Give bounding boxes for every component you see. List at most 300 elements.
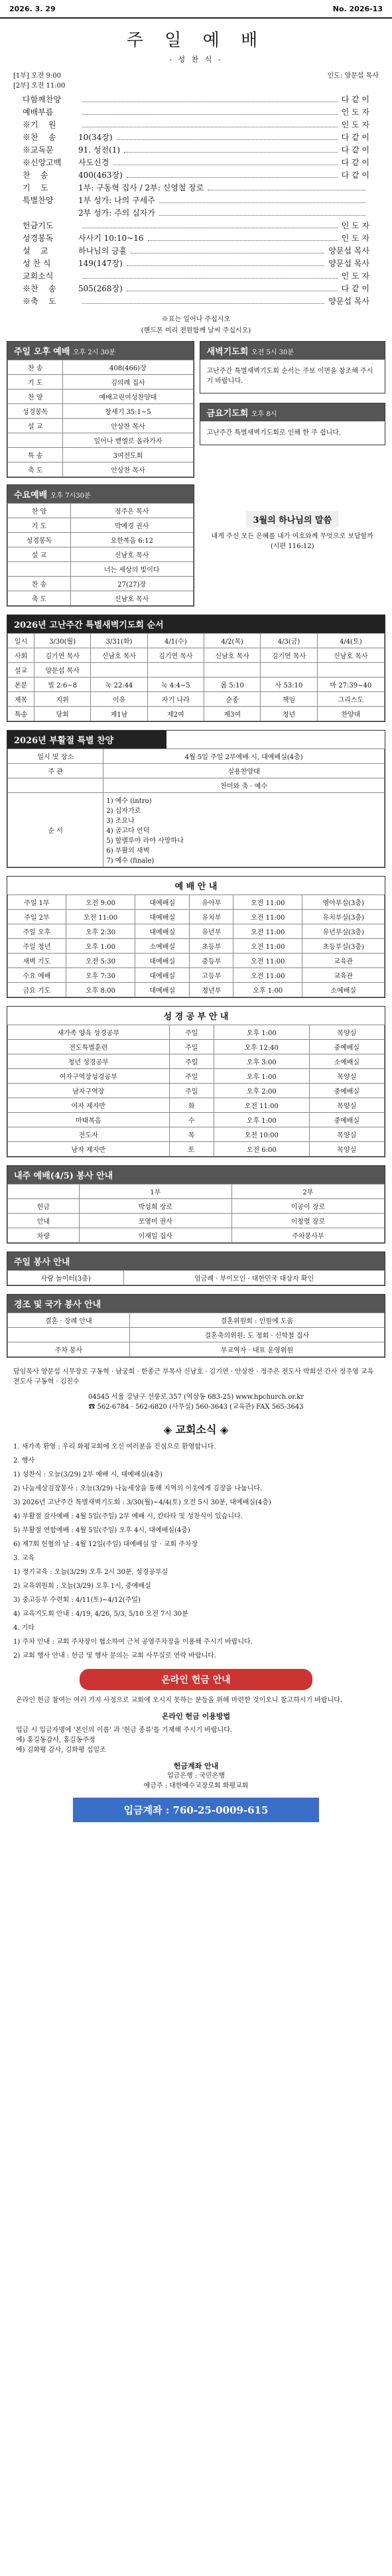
study-cell: 남자 제자반 — [8, 1142, 170, 1157]
schedule-cell: 오전 11:00 — [233, 939, 302, 954]
afternoon-cell: 김의례 집사 — [63, 375, 193, 390]
wednesday-row — [8, 547, 194, 562]
holyweek-cell: 빌 2:6~8 — [34, 678, 90, 692]
order-content: 1부: 구동혁 집사 / 2부: 신영철 장로 — [78, 183, 204, 192]
wednesday-cell: 27(27)장 — [70, 577, 193, 591]
schedule-cell: 소예배실 — [302, 983, 385, 997]
study-cell: 오전 6:00 — [214, 1142, 309, 1157]
schedule-table — [7, 894, 385, 997]
study-cell: 오후 2:00 — [214, 1084, 309, 1098]
church-phone: ☎ 562-6784 · 562-6820 (사무실) 560-3643 (교육관) FAX 565-3643 — [88, 1403, 304, 1411]
order-label: ※찬 송 — [23, 284, 56, 293]
study-cell: 목양실 — [309, 1098, 384, 1113]
easter-row — [8, 749, 385, 764]
afternoon-row — [8, 375, 194, 390]
wednesday-cell: 신남호 목사 — [70, 547, 193, 562]
schedule-cell: 소예배실 — [135, 939, 190, 954]
study-cell: 중예배실 — [309, 1040, 384, 1054]
order-content: 1부 성가: 나의 구세주 — [78, 196, 155, 205]
order-row — [23, 232, 369, 245]
order-dots — [82, 222, 338, 228]
schedule-cell: 대예배실 — [135, 983, 190, 997]
order-label: 성 찬 식 — [23, 259, 51, 268]
order-right: 인 도 자 — [341, 107, 369, 117]
gyeonggi-header: 경조 및 국가 봉사 안내 — [7, 1295, 385, 1313]
order-row — [23, 207, 369, 220]
wednesday-header: 수요예배 오후 7시30분 — [7, 485, 194, 503]
schedule-cell: 고등부 — [190, 968, 233, 983]
order-dots — [127, 260, 324, 266]
news-item: 1) 성찬식 : 오늘(3/29) 2부 예배 시, 대예배실(4층) — [13, 1471, 163, 1478]
account-label: 헌금계좌 안내 — [173, 1762, 219, 1770]
order-label: ※신앙고백 — [23, 158, 62, 167]
serve-row — [8, 1228, 385, 1243]
gyeonggi-row — [8, 1342, 385, 1357]
study-cell: 목 — [169, 1127, 214, 1142]
gyeonggi-cell — [8, 1328, 130, 1342]
verse-text: 내게 주신 모든 은혜를 내가 여호와께 무엇으로 보답할까 (시편 116:12) — [211, 533, 373, 550]
offering-step: 예) 홍길동감사, 홍길동주정 — [16, 1737, 96, 1744]
order-content: 사사기 10:10~16 — [78, 234, 144, 243]
account-number: 입금계좌 : 760-25-0009-615 — [73, 1798, 319, 1822]
order-label: 교회소식 — [23, 271, 54, 281]
schedule-cell: 대예배실 — [135, 968, 190, 983]
order-dots — [82, 121, 338, 127]
order-of-worship — [23, 94, 369, 308]
afternoon-cell: 창세기 35:1~5 — [63, 404, 193, 419]
easter-header: 2026년 부활절 특별 찬양 — [7, 731, 166, 749]
serve-cell: 이재일 집사 — [79, 1228, 231, 1243]
serve-cell: 이공이 장로 — [231, 1199, 384, 1214]
order-dots — [127, 285, 338, 291]
order-row — [23, 245, 369, 257]
schedule-header: 예 배 안 내 — [174, 882, 218, 892]
schedule-cell: 오전 11:00 — [233, 924, 302, 939]
afternoon-cell: 안상찬 목사 — [63, 419, 193, 433]
study-row — [8, 1142, 385, 1157]
wednesday-cell: 정주은 목사 — [70, 504, 193, 518]
schedule-cell: 금요 기도 — [8, 983, 66, 997]
study-row — [8, 1054, 385, 1069]
serve-row — [8, 1184, 385, 1199]
study-cell: 주일 — [169, 1054, 214, 1069]
schedule-cell: 주일 오후 — [8, 924, 66, 939]
order-row — [23, 220, 369, 232]
holyweek-row — [8, 692, 385, 707]
afternoon-cell: 기 도 — [8, 375, 63, 390]
church-address: 04545 서울 강남구 선릉로 357 (역삼동 683-25) www.hpchurch.or.kr — [88, 1394, 304, 1401]
schedule-cell: 유아부 — [190, 895, 233, 910]
study-row — [8, 1069, 385, 1084]
wednesday-cell: 박예경 권사 — [70, 518, 193, 533]
study-row — [8, 1040, 385, 1054]
order-right: 다 같 이 — [341, 133, 369, 142]
study-cell: 새가족 양육 성경공부 — [8, 1025, 170, 1040]
easter-program — [103, 793, 385, 867]
order-content: 91. 성전(1) — [78, 145, 121, 155]
study-cell: 청년 성경공부 — [8, 1054, 170, 1069]
holyweek-cell: 롬 5:10 — [204, 678, 261, 692]
order-label: ※찬 송 — [23, 133, 56, 142]
holyweek-cell: 김기연 목사 — [261, 648, 317, 663]
study-cell: 여자구역장성경공부 — [8, 1069, 170, 1084]
offering-step: 예) 김화평 감사, 김화평 십일조 — [16, 1747, 106, 1754]
serve-row — [8, 1199, 385, 1214]
study-box — [7, 1006, 385, 1157]
schedule-row — [8, 924, 385, 939]
serve-cell: 모영미 권사 — [79, 1214, 231, 1228]
holyweek-cell: 지위 — [34, 692, 90, 707]
study-cell: 오후 1:00 — [214, 1025, 309, 1040]
order-dots — [159, 210, 365, 216]
holyweek-cell: 제3여 — [204, 707, 261, 721]
order-content: 149(147장) — [78, 259, 123, 268]
news-item: 3) 중고등부 수련회 : 4/11(토)~4/12(주일) — [13, 1597, 141, 1604]
study-cell: 소예배실 — [309, 1054, 384, 1069]
service-second: [2부] 오전 11:00 — [13, 82, 66, 90]
page-subtitle: - 성 찬 식 - — [169, 55, 223, 64]
order-row — [23, 131, 369, 144]
news-item: 4) 부활절 감사예배 : 4월 5일(주일) 2부 예배 시, 칸타타 및 성찬식이 있습니다. — [13, 1513, 243, 1520]
news-item: 2) 교육위원회 : 오늘(3/29) 오후 1시, 중예배실 — [13, 1583, 151, 1590]
holyweek-cell: 설교 — [8, 663, 34, 678]
service-first: [1부] 오전 9:00 — [13, 72, 61, 80]
gyeonggi-cell: 결혼 · 장례 안내 — [8, 1313, 130, 1328]
schedule-cell: 주일 2부 — [8, 910, 66, 924]
serve-table — [7, 1184, 385, 1243]
holyweek-cell: 책임 — [261, 692, 317, 707]
holyweek-cell: 4/3(금) — [261, 634, 317, 648]
afternoon-cell: 3여전도회 — [63, 448, 193, 463]
verse-title: 3월의 하나님의 말씀 — [246, 511, 338, 528]
wednesday-row — [8, 533, 194, 547]
serve-cell: 안내 — [8, 1214, 80, 1228]
easter-program-item: 4) 골고다 언덕 — [106, 827, 150, 835]
holyweek-cell: 자기 나라 — [147, 692, 204, 707]
gyeonggi-row — [8, 1313, 385, 1328]
schedule-row — [8, 939, 385, 954]
holyweek-cell: 제1남 — [91, 707, 147, 721]
study-cell: 전도자 — [8, 1127, 170, 1142]
holyweek-cell: 사회 — [8, 648, 34, 663]
order-label: 헌금기도 — [23, 221, 54, 230]
easter-cell: 4월 5일 주일 2부예배 시, 대예배실(4층) — [103, 749, 385, 764]
easter-program-item: 5) 할렐루야 라야 사망하나 — [106, 837, 184, 845]
order-dots — [124, 147, 338, 153]
order-row — [23, 119, 369, 131]
holyweek-cell: 청년 — [261, 707, 317, 721]
staff-list: 담임목사 양문섭 시무장로 구동혁 · 남궁희 · 한종근 부목사 신남호 · 김기연 · 안상찬 · 정주은 전도사 박희선 간사 정주영 교육전도사 구동혁 · 김진수 — [13, 1368, 374, 1386]
study-cell: 주일 — [169, 1025, 214, 1040]
holyweek-row — [8, 648, 385, 663]
easter-program-item: 2) 십자가로 — [106, 808, 141, 815]
order-dots — [208, 184, 365, 190]
gyeonggi-cell: 결혼위원회 : 인원에 도움 — [129, 1313, 384, 1328]
schedule-cell: 주일 1부 — [8, 895, 66, 910]
gyeonggi-cell: 부교역자 · 대표 운영위원 — [129, 1342, 384, 1357]
order-right: 인 도 자 — [341, 120, 369, 129]
study-cell: 목양실 — [309, 1142, 384, 1157]
order-label: 예배부름 — [23, 107, 54, 117]
holyweek-cell: 신남호 목사 — [91, 648, 147, 663]
holy-week-table — [7, 633, 385, 721]
news-item: 6) 제7회 헌혈의 날 : 4월 12일(주일) 대예배실 앞 · 교회 주차장 — [13, 1541, 198, 1548]
order-right: 양문섭 목사 — [328, 246, 369, 255]
page-title: 주 일 예 배 — [126, 31, 266, 50]
holyweek-cell — [91, 663, 147, 678]
study-cell: 전도특별훈련 — [8, 1040, 170, 1054]
order-dots — [82, 96, 338, 102]
wednesday-cell: 성경봉독 — [8, 533, 71, 547]
order-content: 505(268장) — [78, 284, 123, 293]
schedule-cell: 오후 7:30 — [66, 968, 135, 983]
wednesday-cell: 요한복음 6:12 — [70, 533, 193, 547]
easter-cell: 찬미와 축 · 예수 — [103, 778, 385, 793]
study-table — [7, 1025, 385, 1157]
holyweek-row — [8, 634, 385, 648]
news-item: 2. 행사 — [13, 1457, 35, 1465]
holyweek-cell: 눅 22:44 — [91, 678, 147, 692]
order-dots — [113, 159, 337, 165]
easter-cell: 일시 및 장소 — [8, 749, 103, 764]
holyweek-cell — [147, 663, 204, 678]
order-row — [23, 295, 369, 308]
order-row — [23, 157, 369, 169]
sunday-school-box — [7, 1252, 385, 1286]
holyweek-cell: 당회 — [34, 707, 90, 721]
holyweek-cell: 일시 — [8, 634, 34, 648]
news-header: ◈ 교회소식 ◈ — [163, 1423, 229, 1436]
news-item: 4. 기타 — [13, 1624, 35, 1632]
study-cell: 오후 12:40 — [214, 1040, 309, 1054]
sschool-row — [8, 1271, 385, 1285]
order-dots — [159, 197, 365, 203]
sunday-school-table — [7, 1270, 385, 1285]
online-offering-desc: 온라인 헌금 참여는 여러 가지 사정으로 교회에 오시지 못하는 분들을 위해 마련한 것이오니 참고하시기 바랍니다. — [16, 1697, 343, 1704]
study-row — [8, 1025, 385, 1040]
news-item: 1) 주차 안내 : 교회 주차장이 협소하여 근처 공영주차장을 이용해 주시기 바랍니다. — [13, 1638, 253, 1646]
order-content: 사도신경 — [78, 158, 109, 167]
schedule-cell: 초등부 — [190, 939, 233, 954]
wednesday-cell: 찬 양 — [8, 504, 71, 518]
holyweek-cell: 특송 — [8, 707, 34, 721]
friday-text: 고난주간 특별새벽기도회로 인해 한 주 쉽니다. — [206, 429, 342, 437]
study-cell: 주일 — [169, 1084, 214, 1098]
holyweek-cell: 본문 — [8, 678, 34, 692]
order-dots — [82, 273, 338, 279]
schedule-cell: 유년부실(3층) — [302, 924, 385, 939]
serve-cell: 주차봉사부 — [231, 1228, 384, 1243]
serve-cell: 헌금 — [8, 1199, 80, 1214]
wednesday-row — [8, 562, 194, 577]
holyweek-cell: 제목 — [8, 692, 34, 707]
schedule-cell: 오후 2:30 — [66, 924, 135, 939]
wednesday-cell: 신남호 목사 — [70, 591, 193, 606]
easter-row — [8, 764, 385, 778]
study-cell: 오후 3:00 — [214, 1054, 309, 1069]
schedule-cell: 대예배실 — [135, 895, 190, 910]
schedule-row — [8, 895, 385, 910]
gyeonggi-table — [7, 1313, 385, 1357]
afternoon-row — [8, 448, 194, 463]
easter-cell: 주 관 — [8, 764, 103, 778]
order-dots — [127, 172, 338, 178]
sschool-cell: 사랑 놀이터(3층) — [8, 1271, 124, 1285]
holyweek-cell: 양문섭 목사 — [34, 663, 90, 678]
order-row — [23, 257, 369, 270]
order-content: 2부 성가: 주의 십자가 — [78, 208, 155, 218]
easter-cell — [8, 778, 103, 793]
bulletin-date: 2026. 3. 29 — [9, 4, 56, 13]
schedule-cell: 오전 11:00 — [233, 954, 302, 968]
sunday-afternoon-header: 주일 오후 예배 오후 2시 30분 — [7, 342, 194, 360]
holyweek-cell: 마 27:39~40 — [317, 678, 384, 692]
offering-step: 입금 시 입금자명에 '본인의 이름' 과 '헌금 종류'를 기재해 주시기 바랍니다. — [16, 1727, 233, 1734]
order-label: 특별찬양 — [23, 196, 54, 205]
easter-row — [8, 793, 385, 867]
order-row — [23, 169, 369, 182]
holyweek-cell: 4/1(수) — [147, 634, 204, 648]
sschool-cell: 엄금례 · 부이모인 · 대한민국 대상자 확인 — [124, 1271, 385, 1285]
holyweek-cell: 이유 — [91, 692, 147, 707]
sunday-afternoon-box — [7, 341, 194, 478]
afternoon-cell: 특 송 — [8, 448, 63, 463]
holyweek-cell: 사 53:10 — [261, 678, 317, 692]
afternoon-row — [8, 419, 194, 433]
holyweek-row — [8, 663, 385, 678]
wednesday-box — [7, 484, 194, 607]
study-cell: 오후 1:00 — [214, 1113, 309, 1127]
study-cell: 오전 10:00 — [214, 1127, 309, 1142]
order-row — [23, 182, 369, 194]
wednesday-cell: 너는 세상의 빛이다 — [70, 562, 193, 577]
schedule-cell: 오전 5:30 — [66, 954, 135, 968]
order-label: 다함께찬양 — [23, 95, 61, 104]
wednesday-row — [8, 591, 194, 606]
holyweek-cell: 신남호 목사 — [317, 648, 384, 663]
wednesday-row — [8, 518, 194, 533]
holyweek-cell: 그리스도 — [317, 692, 384, 707]
order-right: 다 같 이 — [341, 171, 369, 180]
wednesday-table — [7, 503, 194, 606]
afternoon-and-dawn — [7, 341, 385, 478]
order-row — [23, 106, 369, 119]
schedule-cell: 대예배실 — [135, 924, 190, 939]
news-list — [13, 1442, 379, 1661]
order-row — [23, 144, 369, 157]
order-label: 찬 송 — [23, 171, 48, 180]
easter-program-item: 1) 예수 (intro) — [106, 798, 152, 805]
afternoon-row — [8, 433, 194, 448]
afternoon-row — [8, 463, 194, 477]
order-label: 설 교 — [23, 246, 48, 255]
order-label: ※축 도 — [23, 297, 56, 306]
schedule-cell: 새벽 기도 — [8, 954, 66, 968]
serve-cell: 2부 — [231, 1184, 384, 1199]
order-dots — [82, 109, 338, 115]
news-item: 3. 교육 — [13, 1555, 35, 1562]
wednesday-row — [8, 577, 194, 591]
schedule-cell: 오전 9:00 — [66, 895, 135, 910]
schedule-cell: 유치부실(3층) — [302, 910, 385, 924]
schedule-cell: 주일 청년 — [8, 939, 66, 954]
serve-cell: 이창렬 장로 — [231, 1214, 384, 1228]
wednesday-cell: 기 도 — [8, 518, 71, 533]
account-holder: 예금주 : 대한예수교장로회 화평교회 — [143, 1782, 249, 1790]
schedule-cell: 오전 11:00 — [66, 910, 135, 924]
serve-row — [8, 1214, 385, 1228]
friday-header: 금요기도회 오후 8시 — [200, 403, 385, 421]
schedule-cell: 오전 11:00 — [233, 968, 302, 983]
gyeonggi-cell: 주차 봉사 — [8, 1342, 130, 1357]
study-cell: 오후 1:00 — [214, 1069, 309, 1084]
easter-row — [8, 778, 385, 793]
study-cell: 중예배실 — [309, 1084, 384, 1098]
order-right: 다 같 이 — [341, 95, 369, 104]
study-row — [8, 1098, 385, 1113]
order-right: 양문섭 목사 — [328, 297, 369, 306]
order-label: ※기 원 — [23, 120, 56, 129]
holyweek-cell: 김기연 목사 — [147, 648, 204, 663]
afternoon-cell: 안상찬 목사 — [63, 463, 193, 477]
study-cell: 오전 11:00 — [214, 1098, 309, 1113]
order-right: 다 같 이 — [341, 284, 369, 293]
schedule-row — [8, 954, 385, 968]
easter-program-item: 3) 조요나 — [106, 818, 135, 825]
dawn-text: 고난주간 특별새벽기도회 순서는 주보 이면을 참조해 주시기 바랍니다. — [206, 368, 373, 385]
wednesday-cell: 축 도 — [8, 591, 71, 606]
study-cell: 남자구역장 — [8, 1084, 170, 1098]
gyeonggi-row — [8, 1328, 385, 1342]
easter-cell: 순 서 — [8, 793, 103, 867]
order-right: 다 같 이 — [341, 158, 369, 167]
service-times — [13, 70, 379, 90]
order-dots — [82, 298, 324, 304]
order-row — [23, 194, 369, 207]
holyweek-row — [8, 678, 385, 692]
order-label: 성경봉독 — [23, 234, 54, 243]
study-header: 성 경 공 부 안 내 — [163, 1012, 229, 1022]
top-bar — [0, 0, 392, 19]
order-right: 인 도 자 — [341, 221, 369, 230]
schedule-cell: 초등부실(3층) — [302, 939, 385, 954]
wednesday-cell — [8, 562, 71, 577]
study-cell: 수 — [169, 1113, 214, 1127]
dawn-header: 새벽기도회 오전 5시 30분 — [200, 342, 385, 360]
holy-week-box — [7, 614, 385, 722]
schedule-cell: 오후 8:00 — [66, 983, 135, 997]
easter-cell: 실용찬양대 — [103, 764, 385, 778]
schedule-row — [8, 910, 385, 924]
afternoon-row — [8, 360, 194, 375]
news-item: 4) 교육기도회 안내 : 4/19, 4/26, 5/3, 5/10 오전 7시 30분 — [13, 1610, 188, 1618]
dawn-box — [200, 341, 386, 394]
serve-cell: 1부 — [79, 1184, 231, 1199]
afternoon-cell: 찬 송 — [8, 360, 63, 375]
schedule-cell: 오후 1:00 — [66, 939, 135, 954]
order-content: 하나님의 긍휼 — [78, 246, 127, 255]
holyweek-cell: 김기연 목사 — [34, 648, 90, 663]
holyweek-cell: 3/30(월) — [34, 634, 90, 648]
wednesday-cell: 찬 송 — [8, 577, 71, 591]
study-cell: 화 — [169, 1098, 214, 1113]
easter-box — [7, 730, 385, 868]
holyweek-cell: 4/4(토) — [317, 634, 384, 648]
wednesday-cell: 설 교 — [8, 547, 71, 562]
service-leader: 인도: 양문섭 목사 — [327, 72, 379, 80]
order-right: 인 도 자 — [341, 234, 369, 243]
account-bank: 입금은행 : 국민은행 — [166, 1772, 225, 1780]
